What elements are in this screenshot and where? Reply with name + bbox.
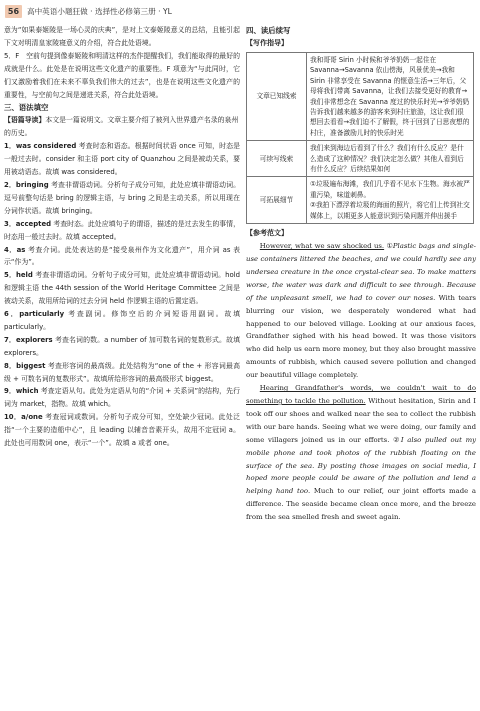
answer-key: 8．biggest: [4, 361, 46, 370]
answer-explanation: 考查非谓语动词。分析句子成分可知，此处应填非谓语动词。hold 和逻辑主语 the 44th session of the World Heritage Committee 之间是被动关系，故用所给词的过去分词 held 作逻辑主语的后置定语。: [4, 271, 241, 306]
section-title-grammar: 三、语法填空: [4, 103, 49, 113]
row-content: 我们来到海边后看到了什么？我们有什么反应？是什么造成了这种情况？我们决定怎么做？其他人看到后有什么反应？后续结果如何: [307, 141, 474, 177]
left-column: [4, 24, 240, 450]
grammar-answer-item: [4, 411, 240, 450]
essay-text-run: Hearing Grandfather's words, we couldn't wait to do something to tackle the pollution.: [246, 384, 476, 405]
grammar-answer-item: [4, 218, 240, 244]
writing-table-row: [247, 53, 474, 141]
row-label: 可拓展细节: [247, 177, 307, 224]
row-label: 文章已知线索: [247, 53, 307, 141]
answer-explanation: 考查副词。修饰空后的介词短语用副词。故填 particularly。: [4, 310, 240, 331]
reference-essay-label: 【参考范文】: [246, 229, 288, 238]
essay-text-run: ①: [384, 242, 393, 251]
answer-key: 10．a/one: [4, 413, 43, 422]
answer-explanation: 考查定语从句。此处为定语从句的“介词 + 关系词”的结构，先行词为 market，指物。故填 which。: [4, 387, 240, 409]
answer-explanation: 考查形容词的最高级。此处结构为“one of the + 形容词最高级 + 可数名词的复数形式”。故填所给形容词的最高级形式 biggest。: [4, 361, 240, 383]
answer-key: 1．was considered: [4, 142, 77, 151]
book-title: 高中英语小题狂做 · 选择性必修第三册 · YL: [27, 7, 172, 16]
answer-explanation: 考查非谓语动词。分析句子成分可知，此处应填非谓语动词。逗号前整句话是 bring 的逻辑主语，与 bring 之间是主动关系，所以用现在分词作状语。故填 bringing。: [4, 180, 240, 215]
row-label: 可续写线索: [247, 141, 307, 177]
answer-key: 9．which: [4, 387, 39, 396]
grammar-answer-item: [4, 360, 240, 386]
grammar-answer-item: [4, 269, 240, 308]
essay-text-run: Without hesitation, Sirin and I took off our shoes and walked near the sea to collect the rubbish with our bare hands. Seeing what we were doing, our family and some villagers joined us in our efforts. ②: [246, 396, 476, 444]
answer-5-explanation: 5．F 空前句提到像泰姬陵和明清这样的杰作提醒我们，我们能取得的最好的成就是什么。此处是在说明这些文化遗产的重要性。F 项意为“与此同时，它们又激励着我们在未来不辜负我们伟大的过去”，也是在说明这些文化遗产的重要性，与空前句之间是递进关系，符合此处语境。: [4, 51, 240, 99]
answer-explanation: 考查名词的数。a number of 加可数名词的复数形式。故填 explorers。: [4, 335, 240, 357]
writing-table-row: [247, 177, 474, 224]
answer-explanation: 考查介词。此处表达的是“接受泉州作为文化遗产”，用介词 as 表示“作为”。: [4, 245, 240, 267]
answer-key: 3．accepted: [4, 219, 52, 228]
section-title-continuation-writing: 四、读后续写: [246, 26, 291, 35]
grammar-answer-item: [4, 140, 240, 179]
grammar-answer-item: [4, 308, 240, 334]
writing-guide-label: 【写作指导】: [246, 39, 288, 47]
row-content: 我和哥哥 Sirin 小时候和爷爷奶奶一起住在 Savanna→Savanna 依山傍海，风景优美→我和 Sirin 非常享受在 Savanna 的惬意生活→三年后，父母将我们带离 Savanna，让我们去接受更好的教育→我们非常想念在 Savanna 度过的快乐时光→爷爷奶奶告诉我们越来越多的游客来到村庄旅游，这让我们很想回去看看→我们迫不了解假，终于回到了日思夜想的村庄，准备激励儿时的快乐时光: [307, 53, 474, 141]
essay-text-run: Plastic bags and single-use containers littered the beaches, and we could hardly see any undersea creature in the once crystal-clear sea. To make matters worse, the water was dark and difficult to see through. Because of the unpleasant smell, we had to cover our noses.: [246, 242, 476, 302]
answer-explanation: 考查冠词或数词。分析句子成分可知，空处缺少冠词。此处泛指“一个主要的造船中心”，且 leading 以辅音音素开头，故用不定冠词 a。此处也可用数词 one，表示“一个”。故填 a 或者 one。: [4, 413, 240, 448]
answer-explanation: 考查时态。此处应填句子的谓语，描述的是过去发生的事情，时态用一般过去时。故填 accepted。: [4, 219, 240, 241]
right-column: [246, 24, 476, 524]
paragraph-continuation: 意为“如果泰姬陵是一场心灵的庆典”，是对上文泰姬陵意义的总结，且能引起下文对明清皇家陵寝意义的介绍，符合此处语境。: [4, 26, 240, 47]
guide-text: 本文是一篇说明文。文章主要介绍了被列入世界遗产名录的泉州的历史。: [4, 116, 239, 138]
essay-text-run: With tears blurring our vision, we desperately wondered what had happened to our beloved village. Looking at our anxious faces, Grandfather sighed with his head bowed. It was those visitors who did help us earn more money, but they also brought massive amounts of rubbish, which caused severe pollution and changed our beautiful village completely.: [246, 293, 476, 380]
row-content: ①垃圾遍布海滩，我们几乎看不见水下生物。海水被严重污染，味道刺鼻。 ②我拍下漂浮着垃圾的海面的照片，将它们上传到社交媒体上，以期更多人能意识到污染问题并伸出援手: [307, 177, 474, 224]
answer-key: 7．explorers: [4, 335, 53, 344]
essay-text-run: I also pulled out my mobile phone and took photos of the rubbish floating on the surface of the sea. By posting those images on social media, I hoped more people could be aware of the pollution and lend a helping hand too.: [246, 435, 476, 496]
answer-key: 4．as: [4, 245, 26, 254]
answer-key: 2．bringing: [4, 180, 49, 189]
writing-guide-table: [246, 52, 474, 224]
essay-paragraph-1: [246, 240, 476, 382]
grammar-answer-item: [4, 244, 240, 270]
guide-tag: 【语篇导读】: [4, 116, 46, 125]
page-header: [0, 0, 480, 22]
answer-key: 5．held: [4, 271, 33, 280]
writing-table-row: [247, 141, 474, 177]
grammar-answer-item: [4, 385, 240, 411]
essay-paragraph-2: [246, 382, 476, 524]
essay-text-run: However, what we saw shocked us.: [259, 242, 385, 251]
grammar-answer-item: [4, 334, 240, 360]
answer-key: 6．particularly: [4, 310, 65, 319]
answer-explanation: 考查时态和语态。根据时间状语 once 可知，时态是一般过去时。consider 和主语 port city of Quanzhou 之间是被动关系，要用被动语态。故填 was considered。: [4, 142, 240, 177]
page-number: 56: [5, 5, 22, 18]
essay-text-run: Much to our relief, our joint efforts made a difference. The seaside became clean once more, and the breeze from the sea smelled fresh and sweet again.: [246, 487, 476, 522]
grammar-answer-list: [4, 140, 240, 450]
passage-guide: [4, 114, 240, 140]
grammar-answer-item: [4, 179, 240, 218]
